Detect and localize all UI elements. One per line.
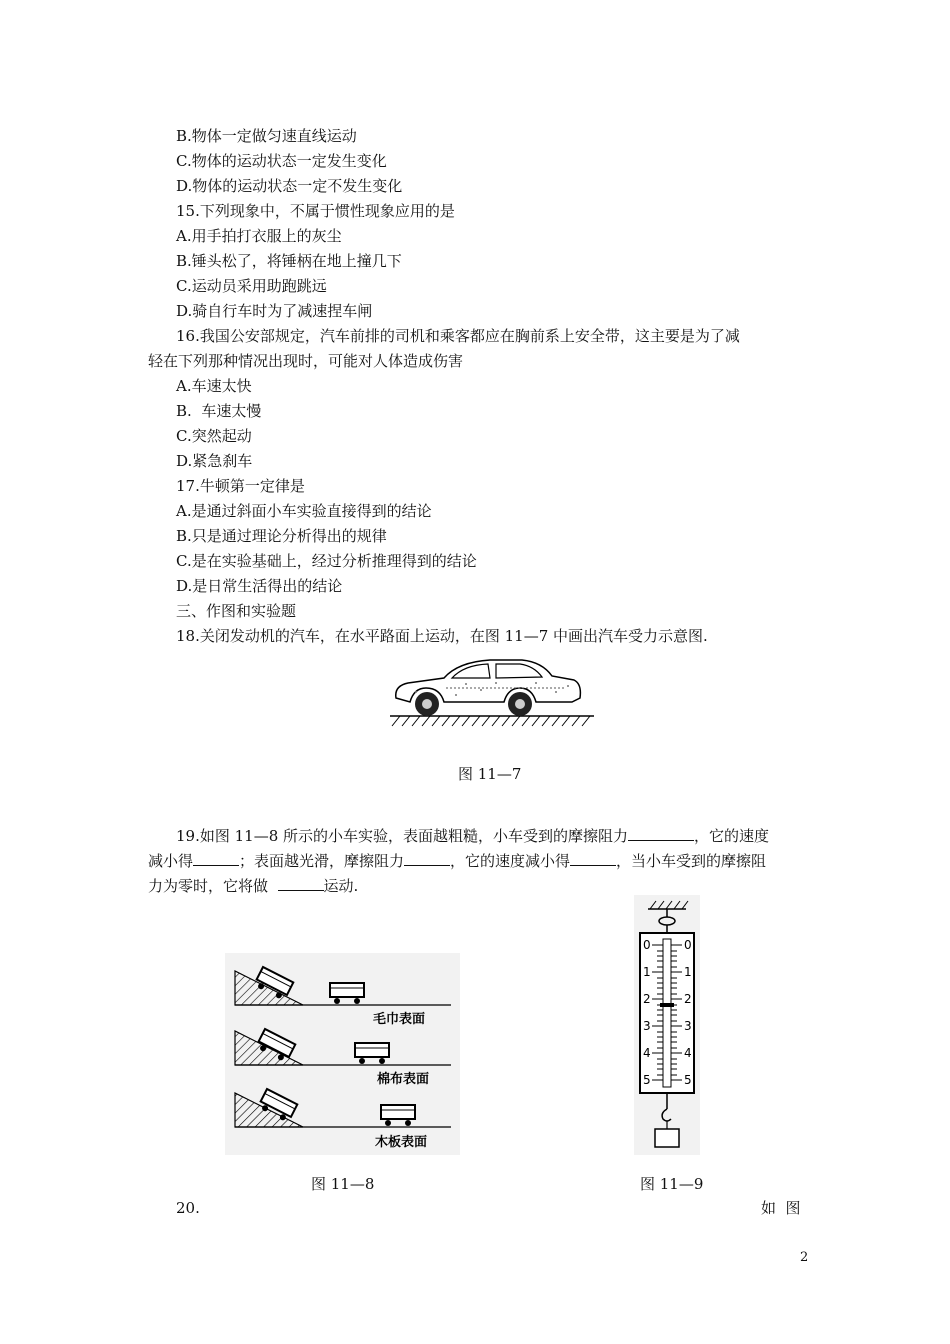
scale-tick-left-5: 5 <box>643 1073 651 1087</box>
scale-tick-right-2: 2 <box>684 992 692 1006</box>
section-heading: 三、作图和实验题 <box>176 602 297 620</box>
fig-11-9-caption: 图 11—9 <box>640 1175 704 1193</box>
q16-stem-line2: 轻在下列那种情况出现时，可能对人体造成伤害 <box>148 352 464 370</box>
q19-text-3a: 力为零时，它将做 <box>148 877 278 895</box>
q17-option-d: D.是日常生活得出的结论 <box>176 577 343 595</box>
scale-pointer <box>660 1003 674 1007</box>
q20-tail: 如 图 <box>761 1199 801 1217</box>
scale-tick-left-3: 3 <box>643 1019 651 1033</box>
q20-number: 20. <box>176 1199 200 1217</box>
q19-blank-1[interactable] <box>628 826 694 841</box>
surface-label-wood: 木板表面 <box>375 1135 428 1150</box>
scale-tick-right-3: 3 <box>684 1019 692 1033</box>
q16-option-c: C.突然起动 <box>176 427 252 445</box>
q19-blank-3[interactable] <box>404 851 450 866</box>
q19-line3 <box>148 876 358 896</box>
q16-stem-line1: 16.我国公安部规定，汽车前排的司机和乘客都应在胸前系上安全带，这主要是为了减 <box>176 327 740 345</box>
surface-label-towel: 毛巾表面 <box>373 1012 426 1027</box>
q18-stem: 18.关闭发动机的汽车，在水平路面上运动，在图 11—7 中画出汽车受力示意图. <box>176 627 708 645</box>
q17-option-c: C.是在实验基础上，经过分析推理得到的结论 <box>176 552 477 570</box>
scale-tick-left-0: 0 <box>643 938 651 952</box>
page-number: 2 <box>800 1250 809 1265</box>
q15-stem: 15.下列现象中，不属于惯性现象应用的是 <box>176 202 455 220</box>
q17-option-a: A.是通过斜面小车实验直接得到的结论 <box>176 502 432 520</box>
q14-option-d: D.物体的运动状态一定不发生变化 <box>176 177 403 195</box>
scale-tick-left-2: 2 <box>643 992 651 1006</box>
q15-option-d: D.骑自行车时为了减速捏车闸 <box>176 302 373 320</box>
q19-line2 <box>148 851 766 871</box>
incline-experiment-figure <box>225 953 460 1155</box>
q19-line1 <box>176 826 769 846</box>
scale-tick-left-4: 4 <box>643 1046 651 1060</box>
scale-tick-right-5: 5 <box>684 1073 692 1087</box>
q15-option-c: C.运动员采用助跑跳远 <box>176 277 327 295</box>
q19-blank-2[interactable] <box>193 851 239 866</box>
surface-label-cotton: 棉布表面 <box>377 1072 430 1087</box>
q16-option-d: D.紧急刹车 <box>176 452 253 470</box>
q19-text-2a: 减小得 <box>148 852 194 870</box>
q15-option-b: B.锤头松了，将锤柄在地上撞几下 <box>176 252 402 270</box>
q15-option-a: A.用手拍打衣服上的灰尘 <box>176 227 342 245</box>
q14-option-c: C.物体的运动状态一定发生变化 <box>176 152 387 170</box>
car-figure <box>386 650 598 732</box>
weight-block <box>655 1129 679 1147</box>
scale-tick-right-0: 0 <box>684 938 692 952</box>
q17-stem: 17.牛顿第一定律是 <box>176 477 305 495</box>
q19-text-1a: 19.如图 11—8 所示的小车实验，表面越粗糙，小车受到的摩擦阻力 <box>176 827 629 845</box>
q17-option-b: B.只是通过理论分析得出的规律 <box>176 527 387 545</box>
scale-tick-left-1: 1 <box>643 965 651 979</box>
spring-scale-figure <box>634 895 700 1155</box>
q14-option-b: B.物体一定做匀速直线运动 <box>176 127 357 145</box>
q19-blank-4[interactable] <box>570 851 616 866</box>
q19-text-3b: 运动. <box>323 877 359 895</box>
q16-option-a: A.车速太快 <box>176 377 252 395</box>
q19-text-2b: ；表面越光滑，摩擦阻力 <box>239 852 405 870</box>
scale-tick-right-4: 4 <box>684 1046 692 1060</box>
fig-11-8-caption: 图 11—8 <box>311 1175 375 1193</box>
q19-text-1b: ，它的速度 <box>694 827 770 845</box>
q19-blank-5[interactable] <box>278 876 324 891</box>
q19-text-2d: ，当小车受到的摩擦阻 <box>616 852 767 870</box>
q19-text-2c: ，它的速度减小得 <box>450 852 571 870</box>
fig-11-7-caption: 图 11—7 <box>458 765 522 783</box>
q16-option-b: B. 车速太慢 <box>176 402 262 420</box>
scale-tick-right-1: 1 <box>684 965 692 979</box>
